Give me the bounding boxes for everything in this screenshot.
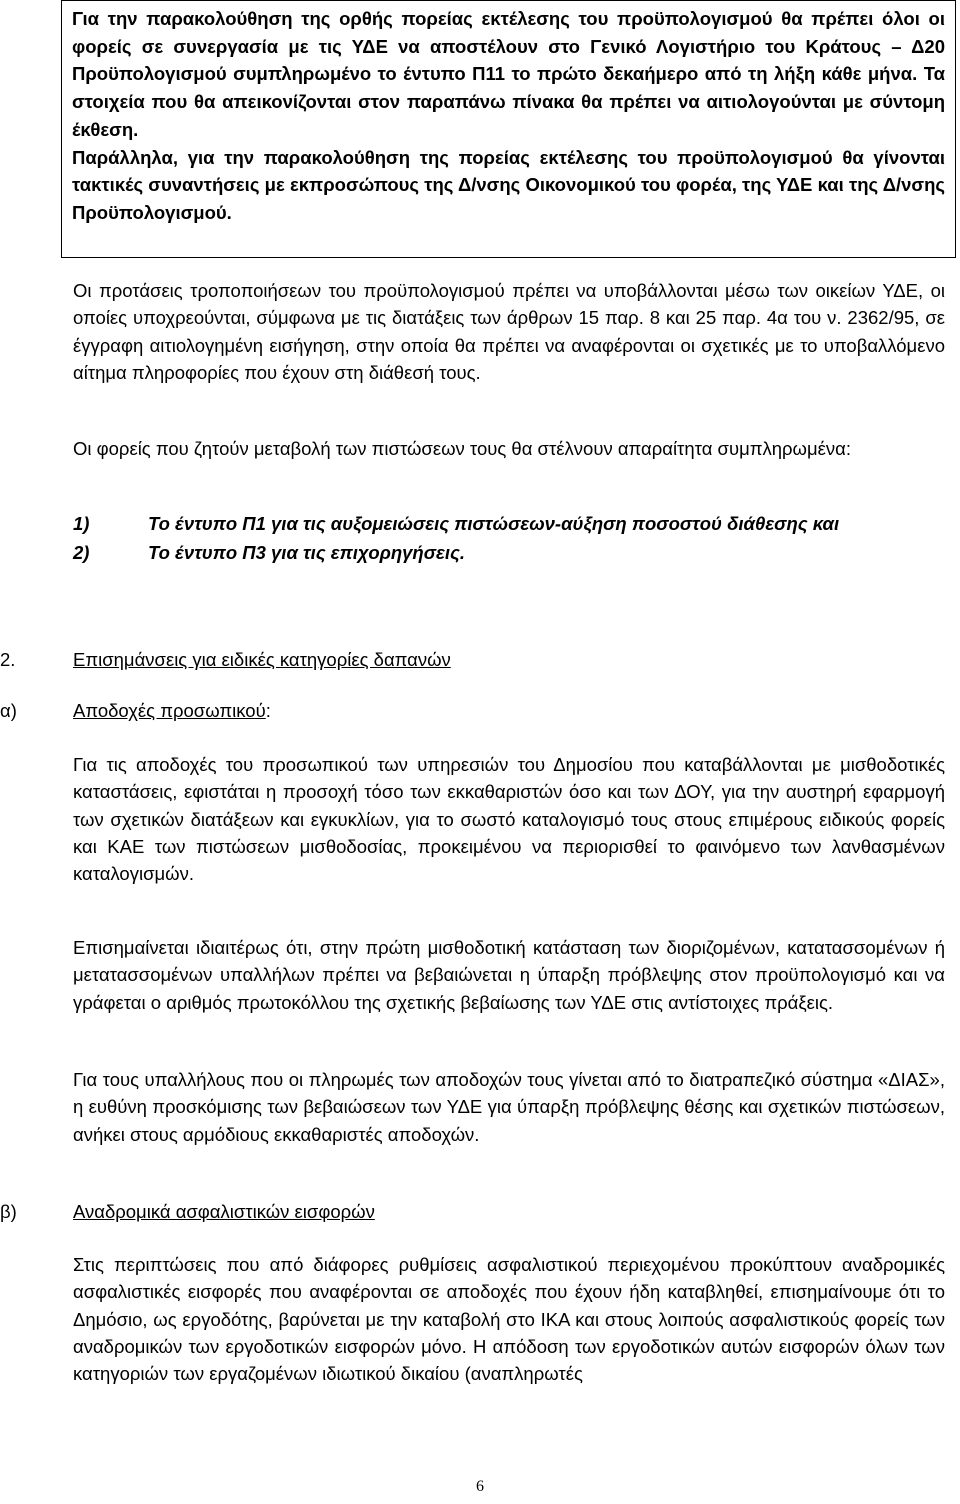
- contributions-paragraph: Στις περιπτώσεις που από διάφορες ρυθμίσεις ασφαλιστικού περιεχομένου προκύπτουν αναδρομικές ασφαλιστικές εισφορές που αναφέρονται σε αποδοχές που έχουν ήδη καταβληθεί, επισημαίνουμε ότι το Δημόσιο, ως εργοδότης, βαρύνεται με την καταβολή στο ΙΚΑ και στους λοιπούς ασφαλιστικούς φορείς των αναδρομικών των εργοδοτικών εισφορών μόνο. Η απόδοση των εργοδοτικών αυτών εισφορών όλων των κατηγοριών των εργαζομένων ιδιωτικού δικαίου (αναπληρωτές: [73, 1254, 945, 1385]
- salaries-paragraph-1: Για τις αποδοχές του προσωπικού των υπηρεσιών του Δημοσίου που καταβάλλονται με μισθοδοτικές καταστάσεις, εφιστάται η προσοχή τόσο των εκκαθαριστών όσο και των ΔΟΥ, για την αυστηρή εφαρμογή των σχετικών διατάξεων και εγκυκλίων, για το σωστό καταλογισμό τους στους επιμέρους ειδικούς φορείς και ΚΑΕ των πιστώσεων μισθοδοσίας, προκειμένου να περιορισθεί το φαινόμενο των λανθασμένων καταλογισμών.: [73, 754, 945, 885]
- salaries-paragraph-2: Επισημαίνεται ιδιαιτέρως ότι, στην πρώτη μισθοδοτική κατάσταση των διοριζομένων, κατατασσομένων ή μετατασσομένων υπαλλήλων πρέπει να βεβαιώνεται η ύπαρξη πρόβλεψης στον προϋπολογισμό και να γράφεται ο αριθμός πρωτοκόλλου της σχετικής βεβαίωσης των ΥΔΕ στις αντίστοιχες πράξεις.: [73, 937, 945, 1013]
- subsection-b-number: β): [0, 1201, 17, 1222]
- list-item: [73, 510, 945, 538]
- boxed-paragraph-1: Για την παρακολούθηση της ορθής πορείας εκτέλεσης του προϋπολογισμού θα πρέπει όλοι οι φορείς σε συνεργασία με τις ΥΔΕ να αποστέλουν στο Γενικό Λογιστήριο του Κράτους – Δ20 Προϋπολογισμού συμπληρωμένο το έντυπο Π11 το πρώτο δεκαήμερο από τη λήξη κάθε μήνα. Τα στοιχεία που θα απεικονίζονται στον παραπάνω πίνακα θα πρέπει να αιτιολογούνται με σύντομη έκθεση.: [72, 8, 945, 140]
- forms-intro-paragraph: Οι φορείς που ζητούν μεταβολή των πιστώσεων τους θα στέλνουν απαραίτητα συμπληρωμένα:: [73, 438, 851, 459]
- subsection-a-number: α): [0, 700, 17, 721]
- subsection-a-colon: :: [265, 700, 271, 721]
- subsection-b-title: [73, 1198, 375, 1226]
- list-item-text: Το έντυπο Π3 για τις επιχορηγήσεις.: [148, 542, 465, 563]
- boxed-paragraph-2: Παράλληλα, για την παρακολούθηση της πορείας εκτέλεσης του προϋπολογισμού θα γίνονται τακτικές συναντήσεις με εκπροσώπους της Δ/νσης Οικονομικού του φορέα, της ΥΔΕ και της Δ/νσης Προϋπολογισμού.: [72, 146, 945, 223]
- section-2-title: [73, 646, 451, 674]
- list-item: [73, 539, 945, 567]
- list-item-number: 1): [73, 513, 90, 534]
- list-item-text: Το έντυπο Π1 για τις αυξομειώσεις πιστώσεων-αύξηση ποσοστού διάθεσης και: [148, 513, 840, 534]
- boxed-notice: [61, 0, 956, 258]
- list-item-number: 2): [73, 542, 90, 563]
- subsection-a-title: [73, 697, 271, 725]
- section-2-title-text: Επισημάνσεις για ειδικές κατηγορίες δαπανών: [73, 649, 451, 670]
- salaries-paragraph-3: Για τους υπαλλήλους που οι πληρωμές των αποδοχών τους γίνεται από το διατραπεζικό σύστημα «ΔΙΑΣ», η ευθύνη προσκόμισης των βεβαιώσεων των ΥΔΕ για ύπαρξη πρόβλεψης θέσης και σχετικών πιστώσεων, ανήκει στους αρμόδιους εκκαθαριστές αποδοχών.: [73, 1069, 945, 1145]
- section-2-number: 2.: [0, 649, 16, 670]
- page-number: 6: [476, 1478, 484, 1495]
- subsection-a-title-text: Αποδοχές προσωπικού: [73, 700, 266, 721]
- proposals-paragraph: Οι προτάσεις τροποποιήσεων του προϋπολογισμού πρέπει να υποβάλλονται μέσω των οικείων ΥΔΕ, οι οποίες υποχρεούνται, σύμφωνα με τις διατάξεις των άρθρων 15 παρ. 8 και 25 παρ. 4α του ν. 2362/95, σε έγγραφη αιτιολογημένη εισήγηση, στην οποία θα πρέπει να αναφέρονται οι σχετικές με το υποβαλλόμενο αίτημα πληροφορίες που έχουν στη διάθεσή τους.: [73, 280, 945, 383]
- subsection-b-title-text: Αναδρομικά ασφαλιστικών εισφορών: [73, 1201, 375, 1222]
- forms-list: [73, 510, 945, 568]
